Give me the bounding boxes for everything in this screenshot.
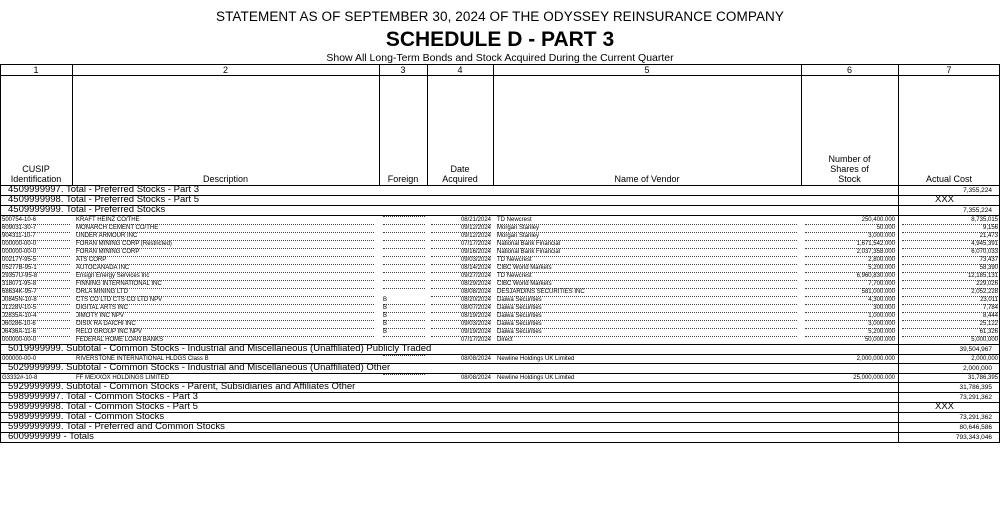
foreign-cell	[383, 288, 425, 289]
date-cell: 08/20/2024	[431, 296, 491, 305]
summary-label: 5989999999. Total - Common Stocks	[8, 411, 165, 422]
vendor-cell: Direct	[497, 336, 797, 345]
foreign-cell	[383, 224, 425, 225]
description-cell: ATS CORP	[76, 256, 374, 265]
vendor-cell: Morgan Stanley	[497, 224, 797, 233]
column-rule	[72, 64, 73, 185]
table-row	[0, 264, 1000, 272]
description-cell: RELO GROUP INC NPV	[76, 328, 374, 337]
summary-label: 6009999999 - Totals	[8, 431, 94, 442]
summary-value: 7,355,224	[963, 207, 992, 214]
vendor-cell: Newline Holdings UK Limited	[497, 374, 797, 383]
cusip-cell: 904311-10-7	[2, 232, 70, 241]
table-row	[0, 288, 1000, 296]
cost-cell: 12,185,131	[902, 272, 998, 281]
cusip-cell: 68634K-95-7	[2, 288, 70, 297]
shares-cell: 4,300.000	[805, 296, 895, 305]
foreign-cell	[383, 248, 425, 249]
summary-label: 4509999998. Total - Preferred Stocks - Part 5	[8, 194, 199, 205]
column-number: 6	[846, 65, 852, 75]
summary-row	[0, 422, 1000, 432]
column-rule	[427, 64, 428, 185]
column-rule	[898, 185, 899, 442]
cost-cell: 5,000,000	[902, 336, 998, 345]
vendor-cell: National Bank Financial	[497, 248, 797, 257]
cusip-cell: 000000-00-0	[2, 240, 70, 249]
table-row	[0, 272, 1000, 280]
summary-value: XXX	[935, 194, 955, 205]
cusip-cell: J60286-10-6	[2, 320, 70, 329]
vendor-cell: Daiwa Securities	[497, 320, 797, 329]
description-cell: JIMOTY INC NPV	[76, 312, 374, 321]
table-row	[0, 232, 1000, 240]
vendor-cell: TD Newcrest	[497, 272, 797, 281]
table-row	[0, 224, 1000, 232]
column-rule	[801, 64, 802, 185]
description-cell: KRAFT HEINZ CO/THE	[76, 216, 374, 225]
column-rule	[379, 64, 380, 185]
summary-value: 73,291,362	[959, 394, 992, 401]
summary-row	[0, 205, 1000, 215]
vendor-cell: DESJARDINS SECURITIES INC	[497, 288, 797, 297]
column-number: 5	[644, 65, 650, 75]
description-cell: MONARCH CEMENT CO/THE	[76, 224, 374, 233]
description-cell: FEDERAL HOME LOAN BANKS	[76, 336, 374, 345]
vendor-cell: Daiwa Securities	[497, 296, 797, 305]
summary-label: 4509999997. Total - Preferred Stocks - Part 3	[8, 184, 199, 195]
summary-value: 793,343,046	[955, 434, 992, 441]
table-row	[0, 304, 1000, 312]
cost-cell: 25,122	[902, 320, 998, 329]
shares-cell: 2,000,000.000	[805, 355, 895, 364]
vendor-cell: CIBC World Markets	[497, 264, 797, 273]
foreign-cell: B	[383, 328, 425, 337]
cost-cell: 229,026	[902, 280, 998, 289]
cusip-cell: 000000-00-0	[2, 336, 70, 345]
shares-cell: 1,000.000	[805, 312, 895, 321]
date-cell: 09/16/2024	[431, 248, 491, 257]
date-cell: 08/07/2024	[431, 304, 491, 313]
cusip-cell: 000000-00-0	[2, 248, 70, 257]
table-row	[0, 320, 1000, 328]
date-cell: 09/12/2024	[431, 232, 491, 241]
summary-value: 2,000,000	[963, 365, 992, 372]
foreign-cell	[383, 240, 425, 241]
date-cell: 09/03/2024	[431, 320, 491, 329]
description-cell: RIVERSTONE INTERNATIONAL HLDGS Class B	[76, 355, 374, 364]
cost-cell: 6,070,033	[902, 248, 998, 257]
foreign-cell: B	[383, 296, 425, 305]
foreign-cell	[383, 336, 425, 337]
summary-label: 5989999998. Total - Common Stocks - Part 5	[8, 401, 198, 412]
date-cell: 09/12/2024	[431, 224, 491, 233]
cost-cell: 21,473	[902, 232, 998, 241]
table-row	[0, 216, 1000, 224]
summary-value: 7,355,224	[963, 187, 992, 194]
cost-cell: 4,945,391	[902, 240, 998, 249]
cusip-cell: 609031-30-7	[2, 224, 70, 233]
date-cell: 08/14/2024	[431, 264, 491, 273]
statement-title: STATEMENT AS OF SEPTEMBER 30, 2024 OF THE ODYSSEY REINSURANCE COMPANY	[215, 9, 785, 24]
cusip-cell: 29357U-95-8	[2, 272, 70, 281]
shares-cell: 2,037,358.000	[805, 248, 895, 257]
shares-cell: 7,700.000	[805, 280, 895, 289]
foreign-cell: B	[383, 304, 425, 313]
foreign-cell	[383, 280, 425, 281]
date-cell: 09/03/2024	[431, 256, 491, 265]
vendor-cell: TD Newcrest	[497, 256, 797, 265]
table-rule	[0, 75, 1000, 76]
foreign-cell	[383, 374, 425, 375]
shares-cell: 50,000.000	[805, 336, 895, 345]
foreign-cell: B	[383, 312, 425, 321]
description-cell: FINNING INTERNATIONAL INC	[76, 280, 374, 289]
cost-cell: 58,390	[902, 264, 998, 273]
vendor-cell: CIBC World Markets	[497, 280, 797, 289]
shares-cell: 3,000.000	[805, 320, 895, 329]
date-cell: 08/08/2024	[431, 374, 491, 383]
cost-cell: 2,000,000	[902, 355, 998, 364]
cusip-cell: J6436A-11-6	[2, 328, 70, 337]
shares-cell: 6,960,830.000	[805, 272, 895, 281]
shares-cell: 25,000,000.000	[805, 374, 895, 383]
date-cell: 08/08/2024	[431, 288, 491, 297]
description-cell: FORAN MINING CORP (Restricted)	[76, 240, 374, 249]
column-rule	[898, 64, 899, 185]
date-cell: 08/29/2024	[431, 280, 491, 289]
table-row	[0, 312, 1000, 320]
table-row	[0, 256, 1000, 264]
vendor-cell: Daiwa Securities	[497, 304, 797, 313]
column-header: Name of Vendor	[614, 174, 680, 184]
cusip-cell: 500754-10-6	[2, 216, 70, 225]
column-header: Actual Cost	[925, 174, 973, 184]
table-rule	[0, 442, 1000, 443]
summary-value: 31,786,395	[959, 384, 992, 391]
cost-cell: 9,156	[902, 224, 998, 233]
shares-cell: 250,400.000	[805, 216, 895, 225]
foreign-cell	[383, 355, 425, 356]
date-cell: 08/21/2024	[431, 216, 491, 225]
vendor-cell: Daiwa Securities	[497, 328, 797, 337]
description-cell: DIGITAL ARTS INC	[76, 304, 374, 313]
cusip-cell: 00217Y-95-5	[2, 256, 70, 265]
description-cell: FORAN MINING CORP	[76, 248, 374, 257]
shares-cell: 2,800.000	[805, 256, 895, 265]
vendor-cell: Morgan Stanley	[497, 232, 797, 241]
foreign-cell	[383, 264, 425, 265]
column-rule	[493, 64, 494, 185]
date-cell: 08/08/2024	[431, 355, 491, 364]
shares-cell: 300.000	[805, 304, 895, 313]
shares-cell: 3,000.000	[805, 232, 895, 241]
date-cell: 07/17/2024	[431, 240, 491, 249]
cost-cell: 8,735,015	[902, 216, 998, 225]
summary-value: XXX	[935, 401, 955, 412]
cusip-cell: J0845N-10-8	[2, 296, 70, 305]
cost-cell: 7,784	[902, 304, 998, 313]
foreign-cell: B	[383, 320, 425, 329]
cusip-cell: 318071-95-8	[2, 280, 70, 289]
date-cell: 08/19/2024	[431, 312, 491, 321]
column-header: Description	[202, 174, 249, 184]
shares-cell: 5,200.000	[805, 264, 895, 273]
date-cell: 09/19/2024	[431, 328, 491, 337]
vendor-cell: Daiwa Securities	[497, 312, 797, 321]
schedule-subtitle: Show All Long-Term Bonds and Stock Acquired During the Current Quarter	[326, 52, 674, 64]
cost-cell: 31,786,395	[902, 374, 998, 383]
table-row	[0, 280, 1000, 288]
column-header: Date Acquired	[442, 164, 478, 184]
vendor-cell: Newline Holdings UK Limited	[497, 355, 797, 364]
description-cell: OISIX RA DAICHI INC	[76, 320, 374, 329]
summary-label: 5929999999. Subtotal - Common Stocks - Parent, Subsidiaries and Affiliates Other	[8, 381, 356, 392]
column-header: Foreign	[387, 174, 419, 184]
column-number: 1	[33, 65, 39, 75]
subtotal-row	[0, 363, 1000, 373]
summary-label: 5989999997. Total - Common Stocks - Part 3	[8, 391, 198, 402]
description-cell: AUTOCANADA INC	[76, 264, 374, 273]
summary-label: 5019999999. Subtotal - Common Stocks - Industrial and Miscellaneous (Unaffiliated) Publicly Traded	[8, 343, 432, 354]
summary-label: 4509999999. Total - Preferred Stocks	[8, 204, 166, 215]
description-cell: ORLA MINING LTD	[76, 288, 374, 297]
cost-cell: 73,437	[902, 256, 998, 265]
description-cell: Ensign Energy Services Inc	[76, 272, 374, 281]
table-row	[0, 248, 1000, 256]
summary-label: 5029999999. Subtotal - Common Stocks - Industrial and Miscellaneous (Unaffiliated) Other	[8, 362, 391, 373]
column-number: 7	[946, 65, 952, 75]
cusip-cell: J1228V-10-5	[2, 304, 70, 313]
shares-cell: 1,671,542.000	[805, 240, 895, 249]
cost-cell: 61,326	[902, 328, 998, 337]
cusip-cell: G3332#-10-8	[2, 374, 70, 383]
column-header: CUSIP Identification	[10, 164, 62, 184]
schedule-title: SCHEDULE D - PART 3	[385, 28, 615, 51]
vendor-cell: National Bank Financial	[497, 240, 797, 249]
summary-value: 73,291,362	[959, 414, 992, 421]
table-border	[0, 64, 1, 442]
cost-cell: 23,011	[902, 296, 998, 305]
description-cell: CTS CO LTD CTS CO LTD NPV	[76, 296, 374, 305]
cusip-cell: 05277B-95-1	[2, 264, 70, 273]
table-row	[0, 296, 1000, 304]
date-cell: 07/17/2024	[431, 336, 491, 345]
column-number: 3	[400, 65, 406, 75]
table-row	[0, 328, 1000, 336]
date-cell: 09/27/2024	[431, 272, 491, 281]
cost-cell: 2,052,228	[902, 288, 998, 297]
description-cell: UNDER ARMOUR INC	[76, 232, 374, 241]
summary-value: 39,504,967	[959, 346, 992, 353]
foreign-cell	[383, 256, 425, 257]
summary-row	[0, 432, 1000, 442]
shares-cell: 581,000.000	[805, 288, 895, 297]
shares-cell: 50.000	[805, 224, 895, 233]
column-header: Number of Shares of Stock	[828, 154, 871, 184]
vendor-cell: TD Newcrest	[497, 216, 797, 225]
summary-label: 5999999999. Total - Preferred and Common Stocks	[8, 421, 225, 432]
table-row	[0, 240, 1000, 248]
foreign-cell	[383, 272, 425, 273]
summary-value: 80,646,586	[959, 424, 992, 431]
subtotal-row	[0, 344, 1000, 354]
cusip-cell: 000000-00-0	[2, 355, 70, 364]
foreign-cell	[383, 216, 425, 217]
column-number: 2	[222, 65, 228, 75]
description-cell: FF MEXXOX HOLDINGS LIMITED	[76, 374, 374, 383]
shares-cell: 5,200.000	[805, 328, 895, 337]
cost-cell: 8,444	[902, 312, 998, 321]
cusip-cell: J2835A-10-4	[2, 312, 70, 321]
foreign-cell	[383, 232, 425, 233]
column-number: 4	[457, 65, 463, 75]
